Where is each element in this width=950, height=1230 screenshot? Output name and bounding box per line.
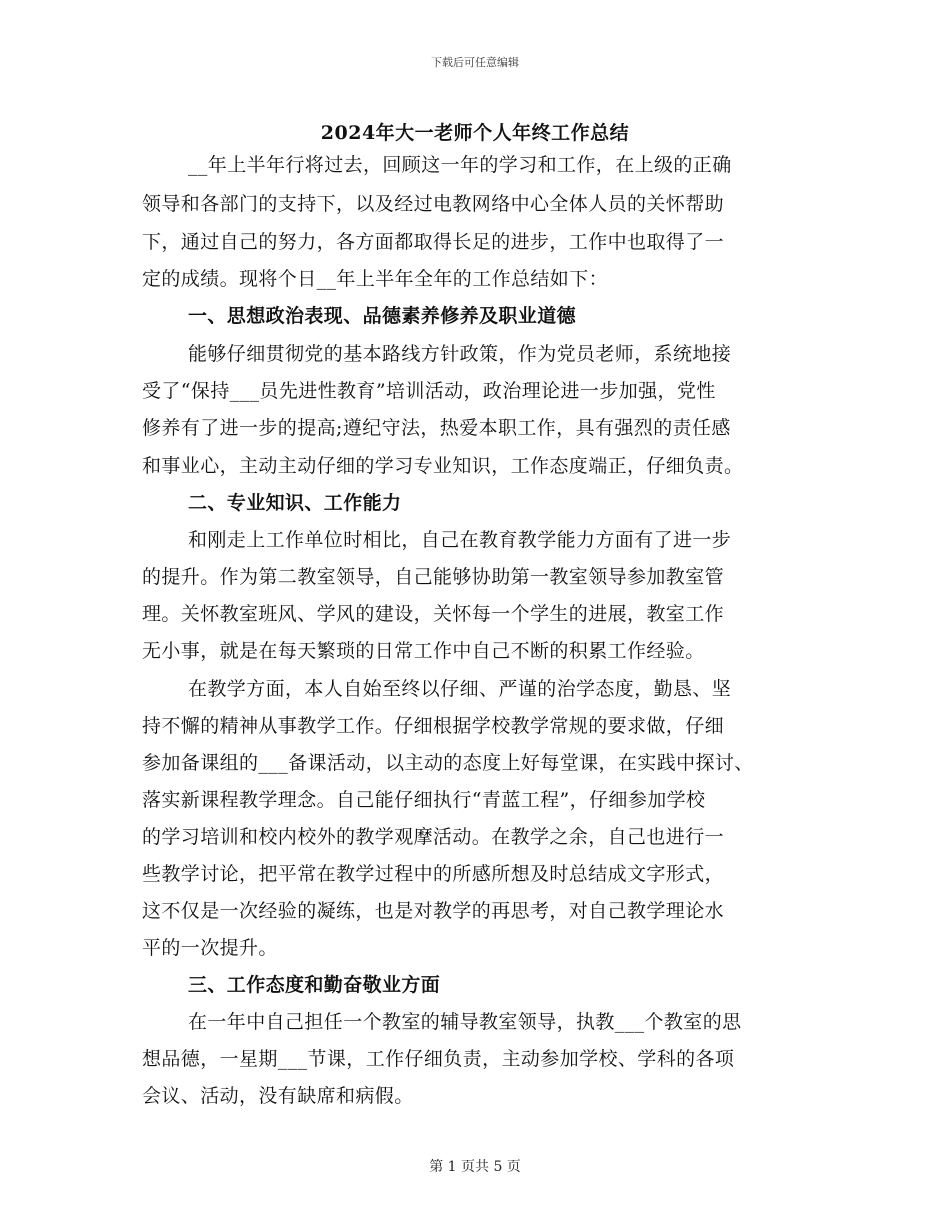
body-line: 的学习培训和校内校外的教学观摩活动。在教学之余，自己也进行一 — [142, 826, 725, 848]
body-line: 定的成绩。现将个日__年上半年全年的工作总结如下： — [142, 268, 609, 290]
section-heading: 三、工作态度和勤奋敬业方面 — [188, 974, 441, 996]
header-note: 下载后可任意编辑 — [431, 56, 519, 69]
body-line: 和刚走上工作单位时相比，自己在教育教学能力方面有了进一步 — [188, 529, 732, 551]
body-line: 理。关怀教室班风、学风的建设，关怀每一个学生的进展，教室工作 — [142, 603, 725, 625]
body-line: 落实新课程教学理念。自己能仔细执行“青蓝工程”，仔细参加学校 — [142, 789, 706, 811]
body-line: 下，通过自己的努力，各方面都取得长足的进步，工作中也取得了一 — [142, 231, 725, 253]
body-line: 这不仅是一次经验的凝练，也是对教学的再思考，对自己教学理论水 — [142, 900, 725, 922]
document-title: 2024年大一老师个人年终工作总结 — [320, 122, 630, 144]
body-line: 参加备课组的___备课活动，以主动的态度上好每堂课，在实践中探讨、 — [142, 752, 754, 774]
body-line: 修养有了进一步的提高;遵纪守法，热爱本职工作，具有强烈的责任感 — [142, 417, 731, 439]
body-line: 些教学讨论，把平常在教学过程中的所感所想及时总结成文字形式， — [142, 863, 725, 885]
body-line: 受了“保持___员先进性教育”培训活动，政治理论进一步加强，党性 — [142, 380, 716, 402]
body-line: 领导和各部门的支持下，以及经过电教网络中心全体人员的关怀帮助 — [142, 193, 725, 215]
section-heading: 一、思想政治表现、品德素养修养及职业道德 — [188, 305, 577, 327]
body-line: 会议、活动，没有缺席和病假。 — [142, 1085, 414, 1107]
body-line: 平的一次提升。 — [142, 937, 278, 959]
section-heading: 二、专业知识、工作能力 — [188, 492, 402, 514]
body-line: 在教学方面，本人自始至终以仔细、严谨的治学态度，勤恳、坚 — [188, 678, 732, 700]
body-line: 想品德，一星期___节课，工作仔细负责，主动参加学校、学科的各项 — [142, 1048, 735, 1070]
body-line: 在一年中自己担任一个教室的辅导教室领导，执教___个教室的思 — [188, 1011, 742, 1033]
body-line: 和事业心，主动主动仔细的学习专业知识，工作态度端正，仔细负责。 — [142, 455, 744, 477]
body-line: __年上半年行将过去，回顾这一年的学习和工作，在上级的正确 — [188, 154, 732, 176]
page-number: 第 1 页共 5 页 — [429, 1159, 521, 1175]
body-line: 能够仔细贯彻党的基本路线方针政策，作为党员老师，系统地接 — [188, 343, 732, 365]
body-line: 持不懈的精神从事教学工作。仔细根据学校教学常规的要求做，仔细 — [142, 715, 725, 737]
body-line: 的提升。作为第二教室领导，自己能够协助第一教室领导参加教室管 — [142, 566, 725, 588]
body-line: 无小事，就是在每天繁琐的日常工作中自己不断的积累工作经验。 — [142, 640, 705, 662]
